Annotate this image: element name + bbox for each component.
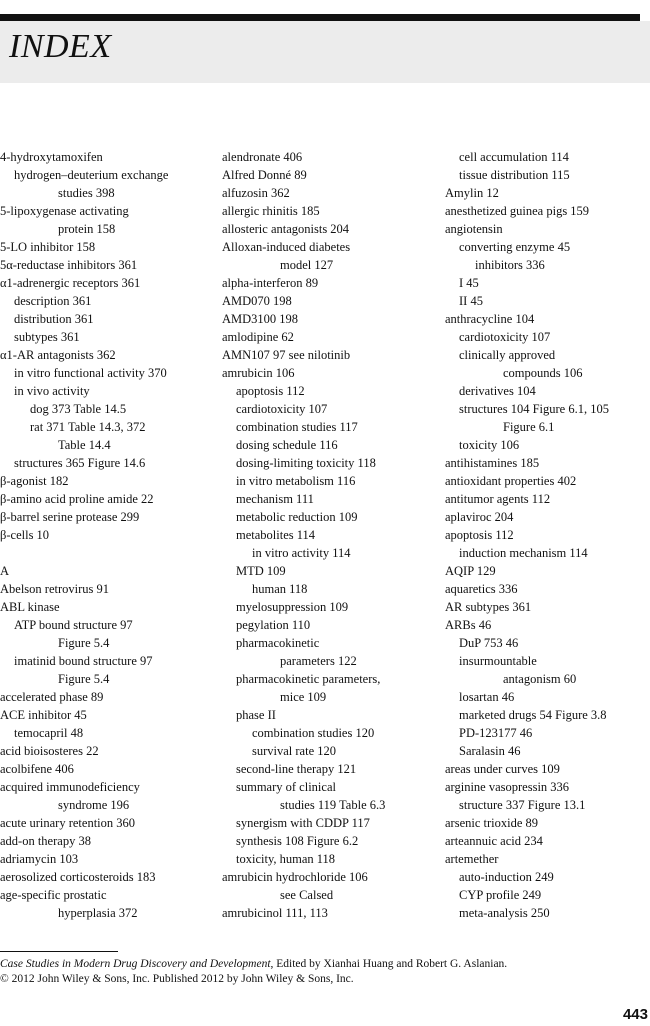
index-entry: amrubicin hydrochloride 106 xyxy=(222,870,368,884)
index-entry: Abelson retrovirus 91 xyxy=(0,582,110,596)
index-entry: 4-hydroxytamoxifen xyxy=(0,150,103,164)
index-entry: β-agonist 182 xyxy=(0,474,69,488)
page-title: INDEX xyxy=(9,28,112,65)
index-subentry: pharmacokinetic parameters, xyxy=(236,672,381,686)
index-subentry: structures 104 Figure 6.1, 105 xyxy=(459,402,609,416)
index-entry: anthracycline 104 xyxy=(445,312,535,326)
index-column-1 xyxy=(0,148,215,922)
index-entry: 5α-reductase inhibitors 361 xyxy=(0,258,138,272)
index-subentry: second-line therapy 121 xyxy=(236,762,357,776)
index-subentry: in vitro metabolism 116 xyxy=(236,474,356,488)
index-entry: acquired immunodeficiency xyxy=(0,780,140,794)
footnote-citation xyxy=(0,957,507,972)
index-subentry: toxicity 106 xyxy=(459,438,520,452)
index-subentry: parameters 122 xyxy=(280,654,357,668)
index-subentry: distribution 361 xyxy=(14,312,94,326)
index-subentry: mechanism 111 xyxy=(236,492,314,506)
index-entry: amrubicinol 111, 113 xyxy=(222,906,328,920)
index-subentry: model 127 xyxy=(280,258,334,272)
index-entry: A xyxy=(0,564,10,578)
index-entry: aquaretics 336 xyxy=(445,582,518,596)
index-subentry: subtypes 361 xyxy=(14,330,80,344)
index-entry: ABL kinase xyxy=(0,600,60,614)
index-entry: 5-lipoxygenase activating xyxy=(0,204,129,218)
index-subentry: PD-123177 46 xyxy=(459,726,533,740)
index-subentry: marketed drugs 54 Figure 3.8 xyxy=(459,708,607,722)
index-subentry: cell accumulation 114 xyxy=(459,150,569,164)
index-subentry: summary of clinical xyxy=(236,780,336,794)
index-subentry: in vivo activity xyxy=(14,384,90,398)
index-subentry: DuP 753 46 xyxy=(459,636,519,650)
index-column-2 xyxy=(222,148,442,922)
index-entry: β-amino acid proline amide 22 xyxy=(0,492,154,506)
index-subentry: dog 373 Table 14.5 xyxy=(30,402,127,416)
index-subentry: antagonism 60 xyxy=(503,672,577,686)
index-entry: artemether xyxy=(445,852,499,866)
index-entry: aerosolized corticosteroids 183 xyxy=(0,870,156,884)
index-subentry: cardiotoxicity 107 xyxy=(459,330,551,344)
index-subentry: Figure 5.4 xyxy=(58,636,110,650)
index-subentry: I 45 xyxy=(459,276,479,290)
index-entry: arteannuic acid 234 xyxy=(445,834,543,848)
index-subentry: metabolites 114 xyxy=(236,528,316,542)
index-subentry: syndrome 196 xyxy=(58,798,130,812)
index-entry: alpha-interferon 89 xyxy=(222,276,319,290)
index-entry: allergic rhinitis 185 xyxy=(222,204,320,218)
index-entry: angiotensin xyxy=(445,222,503,236)
index-subentry: induction mechanism 114 xyxy=(459,546,588,560)
index-subentry: tissue distribution 115 xyxy=(459,168,570,182)
index-entry: Amylin 12 xyxy=(445,186,499,200)
footnote-rule xyxy=(0,951,118,952)
index-entry: areas under curves 109 xyxy=(445,762,560,776)
index-entry: ARBs 46 xyxy=(445,618,492,632)
index-entry: acute urinary retention 360 xyxy=(0,816,136,830)
index-entry: adriamycin 103 xyxy=(0,852,79,866)
index-subentry: Figure 5.4 xyxy=(58,672,110,686)
page-number: 443 xyxy=(622,1006,648,1023)
index-entry: anesthetized guinea pigs 159 xyxy=(445,204,590,218)
index-entry: alfuzosin 362 xyxy=(222,186,290,200)
index-subentry: compounds 106 xyxy=(503,366,583,380)
index-entry: ACE inhibitor 45 xyxy=(0,708,87,722)
index-entry: Alloxan-induced diabetes xyxy=(222,240,351,254)
footnote xyxy=(0,957,507,987)
index-entry: aplaviroc 204 xyxy=(445,510,514,524)
index-subentry: metabolic reduction 109 xyxy=(236,510,358,524)
index-entry: amlodipine 62 xyxy=(222,330,294,344)
index-column-3 xyxy=(445,148,650,922)
index-entry: β-barrel serine protease 299 xyxy=(0,510,140,524)
index-entry: acolbifene 406 xyxy=(0,762,74,776)
index-entry: AMN107 97 see nilotinib xyxy=(222,348,351,362)
index-subentry: insurmountable xyxy=(459,654,537,668)
index-entry: AR subtypes 361 xyxy=(445,600,532,614)
index-subentry: clinically approved xyxy=(459,348,556,362)
index-subentry: dosing-limiting toxicity 118 xyxy=(236,456,376,470)
index-subentry: auto-induction 249 xyxy=(459,870,554,884)
index-subentry: synergism with CDDP 117 xyxy=(236,816,370,830)
index-subentry: mice 109 xyxy=(280,690,327,704)
index-subentry: apoptosis 112 xyxy=(236,384,305,398)
index-entry: α1-AR antagonists 362 xyxy=(0,348,116,362)
index-subentry: human 118 xyxy=(252,582,308,596)
index-subentry: derivatives 104 xyxy=(459,384,536,398)
index-subentry: combination studies 117 xyxy=(236,420,358,434)
index-subentry: hydrogen–deuterium exchange xyxy=(14,168,169,182)
index-subentry: studies 119 Table 6.3 xyxy=(280,798,386,812)
index-subentry: survival rate 120 xyxy=(252,744,337,758)
index-subentry: MTD 109 xyxy=(236,564,286,578)
index-entry: AMD070 198 xyxy=(222,294,292,308)
index-entry: arsenic trioxide 89 xyxy=(445,816,539,830)
index-subentry: inhibitors 336 xyxy=(475,258,545,272)
index-subentry: pegylation 110 xyxy=(236,618,311,632)
index-subentry: cardiotoxicity 107 xyxy=(236,402,328,416)
index-subentry: phase II xyxy=(236,708,276,722)
index-subentry: Figure 6.1 xyxy=(503,420,555,434)
index-subentry: in vitro activity 114 xyxy=(252,546,351,560)
index-entry: amrubicin 106 xyxy=(222,366,295,380)
index-entry: accelerated phase 89 xyxy=(0,690,104,704)
index-subentry: pharmacokinetic xyxy=(236,636,320,650)
index-entry: age-specific prostatic xyxy=(0,888,107,902)
index-subentry: myelosuppression 109 xyxy=(236,600,349,614)
book-title: Case Studies in Modern Drug Discovery and Development xyxy=(0,958,271,970)
index-entry: 5-LO inhibitor 158 xyxy=(0,240,96,254)
index-entry: alendronate 406 xyxy=(222,150,303,164)
index-subentry: combination studies 120 xyxy=(252,726,375,740)
index-entry: antioxidant properties 402 xyxy=(445,474,577,488)
index-entry: α1-adrenergic receptors 361 xyxy=(0,276,141,290)
index-subentry: Saralasin 46 xyxy=(459,744,521,758)
index-subentry: meta-analysis 250 xyxy=(459,906,550,920)
index-subentry: synthesis 108 Figure 6.2 xyxy=(236,834,359,848)
index-subentry: temocapril 48 xyxy=(14,726,84,740)
index-subentry: protein 158 xyxy=(58,222,116,236)
index-entry: β-cells 10 xyxy=(0,528,50,542)
index-entry: AMD3100 198 xyxy=(222,312,299,326)
index-subentry: losartan 46 xyxy=(459,690,515,704)
index-subentry: ATP bound structure 97 xyxy=(14,618,133,632)
index-subentry: hyperplasia 372 xyxy=(58,906,138,920)
top-rule xyxy=(0,14,640,21)
index-subentry: studies 398 xyxy=(58,186,115,200)
index-entry: add-on therapy 38 xyxy=(0,834,91,848)
index-entry: antihistamines 185 xyxy=(445,456,540,470)
copyright: © 2012 John Wiley & Sons, Inc. Published 2012 by John Wiley & Sons, Inc. xyxy=(0,973,354,985)
index-gap xyxy=(0,544,215,562)
index-subentry: in vitro functional activity 370 xyxy=(14,366,167,380)
index-subentry: description 361 xyxy=(14,294,92,308)
index-entry: acid bioisosteres 22 xyxy=(0,744,99,758)
index-subentry: Table 14.4 xyxy=(58,438,111,452)
index-subentry: structure 337 Figure 13.1 xyxy=(459,798,586,812)
index-entry: AQIP 129 xyxy=(445,564,496,578)
index-subentry: converting enzyme 45 xyxy=(459,240,571,254)
index-subentry: structures 365 Figure 14.6 xyxy=(14,456,146,470)
index-entry: Alfred Donné 89 xyxy=(222,168,307,182)
index-subentry: CYP profile 249 xyxy=(459,888,542,902)
editors: , Edited by Xianhai Huang and Robert G. Aslanian. xyxy=(270,958,508,970)
index-entry: apoptosis 112 xyxy=(445,528,514,542)
index-subentry: II 45 xyxy=(459,294,483,308)
index-subentry: rat 371 Table 14.3, 372 xyxy=(30,420,146,434)
index-subentry: toxicity, human 118 xyxy=(236,852,336,866)
index-entry: arginine vasopressin 336 xyxy=(445,780,570,794)
index-subentry: imatinid bound structure 97 xyxy=(14,654,153,668)
index-entry: allosteric antagonists 204 xyxy=(222,222,350,236)
index-entry: antitumor agents 112 xyxy=(445,492,551,506)
index-subentry: dosing schedule 116 xyxy=(236,438,338,452)
index-subentry: see Calsed xyxy=(280,888,334,902)
